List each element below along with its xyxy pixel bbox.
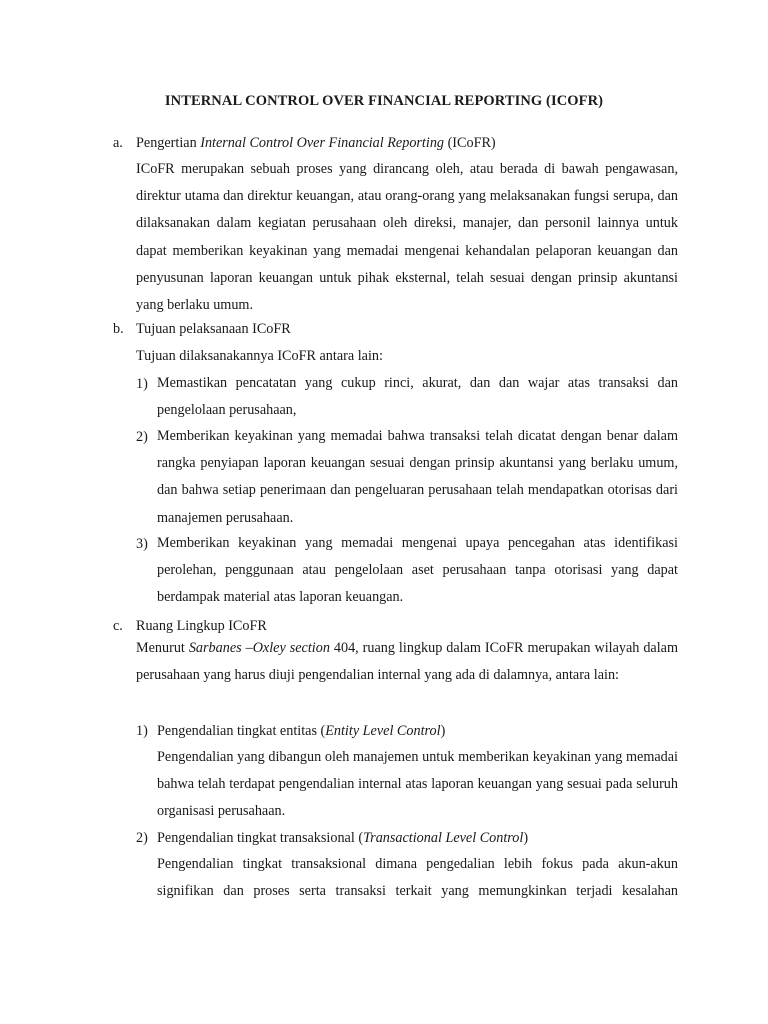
section-b-item-3-text: Memberikan keyakinan yang memadai mengenai upaya pencegahan atas identifikasi perolehan, penggunaan atau pengelolaan aset perusahaan tanpa otorisasi yang dapat berdampak material atas laporan keuangan. [157,535,678,606]
section-c-intro-prefix: Menurut [136,640,189,656]
section-b-item-2-text: Memberikan keyakinan yang memadai bahwa transaksi telah dicatat dengan benar dalam rangka penyiapan laporan keuangan sesuai dengan prinsip akuntansi yang berlaku umum, dan bahwa setiap penerimaan dan pengeluaran perusahaan telah mendapatkan otorisas dari manajemen perusahaan. [157,428,678,526]
section-c-item-1-heading-italic: Entity Level Control [325,723,441,739]
section-c-item-2-heading [157,829,528,847]
section-b-item-2-marker: 2) [136,429,148,445]
section-b-item-1-marker: 1) [136,376,148,392]
section-a-heading-prefix: Pengertian [136,135,201,151]
section-c-item-1-heading-prefix: Pengendalian tingkat entitas ( [157,723,326,739]
section-c-heading: Ruang Lingkup ICoFR [136,618,267,634]
document-title: INTERNAL CONTROL OVER FINANCIAL REPORTING (ICOFR) [164,93,604,109]
section-a-marker: a. [113,135,123,151]
section-b-marker: b. [113,321,124,337]
section-c-item-1-heading [157,722,445,740]
section-c-intro [136,635,678,689]
section-a-paragraph: ICoFR merupakan sebuah proses yang dirancang oleh, atau berada di bawah pengawasan, direktur utama dan direktur keuangan, atau orang-orang yang melaksanakan fungsi serupa, dan dilaksanakan dalam kegiatan perusahaan oleh direksi, manajer, dan personil lainnya untuk dapat memberikan keyakinan yang memadai mengenai kehandalan pelaporan keuangan dan penyusunan laporan keuangan untuk pihak eksternal, telah sesuai dengan prinsip akuntansi yang berlaku umum. [136,161,678,314]
section-c-item-2-heading-prefix: Pengendalian tingkat transaksional ( [157,830,364,846]
section-c-item-2-heading-suffix: ) [523,830,529,846]
section-a-heading [136,134,496,152]
section-c-intro-suffix: 404, ruang lingkup dalam ICoFR merupakan wilayah dalam perusahaan yang harus diuji pengendalian internal yang ada di dalamnya, antara lain: [136,640,678,684]
section-a-heading-suffix: (ICoFR) [444,135,496,151]
section-b-item-3-marker: 3) [136,536,148,552]
section-c-item-2-marker: 2) [136,830,148,846]
section-c-item-2-heading-italic: Transactional Level Control [363,830,524,846]
section-b-item-1-text: Memastikan pencatatan yang cukup rinci, akurat, dan dan wajar atas transaksi dan pengelolaan perusahaan, [157,375,678,419]
section-a-heading-italic: Internal Control Over Financial Reporting [200,135,445,151]
section-b-intro: Tujuan dilaksanakannya ICoFR antara lain: [136,348,383,364]
section-c-item-1-text: Pengendalian yang dibangun oleh manajemen untuk memberikan keyakinan yang memadai bahwa telah terdapat pengendalian internal atas laporan keuangan yang sesuai pada seluruh organisasi perusahaan. [157,749,678,820]
section-c-item-1-marker: 1) [136,723,148,739]
section-c-item-1-heading-suffix: ) [440,723,446,739]
section-b-heading: Tujuan pelaksanaan ICoFR [136,321,291,337]
section-c-marker: c. [113,618,123,634]
section-c-intro-italic: Sarbanes –Oxley section [188,640,330,656]
section-c-item-2-text: Pengendalian tingkat transaksional dimana pengedalian lebih fokus pada akun-akun signifikan dan proses serta transaksi terkait yang memungkinkan terjadi kesalahan [157,856,678,900]
